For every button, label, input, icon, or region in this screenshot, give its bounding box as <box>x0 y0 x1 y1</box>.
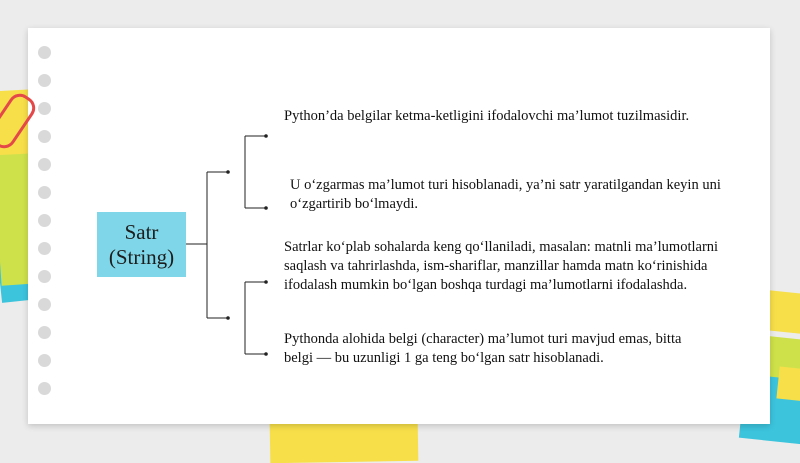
root-subtitle: (String) <box>108 244 175 269</box>
definition-item-4: Pythonda alohida belgi (character) ma’lumot turi mavjud emas, bitta belgi — bu uzunligi 1 ga teng bo‘lgan satr hisoblanadi. <box>284 331 682 366</box>
connector-dot <box>264 352 268 356</box>
connector-dot <box>226 316 230 320</box>
definition-item-1: Python’da belgilar ketma-ketligini ifodalovchi ma’lumot tuzilmasidir. <box>284 108 690 124</box>
connector-dot <box>264 134 268 138</box>
connector-dot <box>264 280 268 284</box>
root-title: Satr <box>124 219 159 244</box>
definition-item-2: U o‘zgarmas ma’lumot turi hisoblanadi, ya’ni satr yaratilgandan keyin uni o‘zgartirib bo‘lmaydi. <box>290 177 721 212</box>
connector-dot <box>264 206 268 210</box>
root-node <box>97 212 186 277</box>
definition-item-3: Satrlar ko‘plab sohalarda keng qo‘llaniladi, masalan: matnli ma’lumotlarni saqlash va tahrirlashda, ism-shariflar, manzillar hamda matn ko‘rinishida ifodalash mumkin bo‘lgan boshqa turdagi ma’lumotlarni ifodalashda. <box>284 239 719 293</box>
connector-dot <box>226 170 230 174</box>
